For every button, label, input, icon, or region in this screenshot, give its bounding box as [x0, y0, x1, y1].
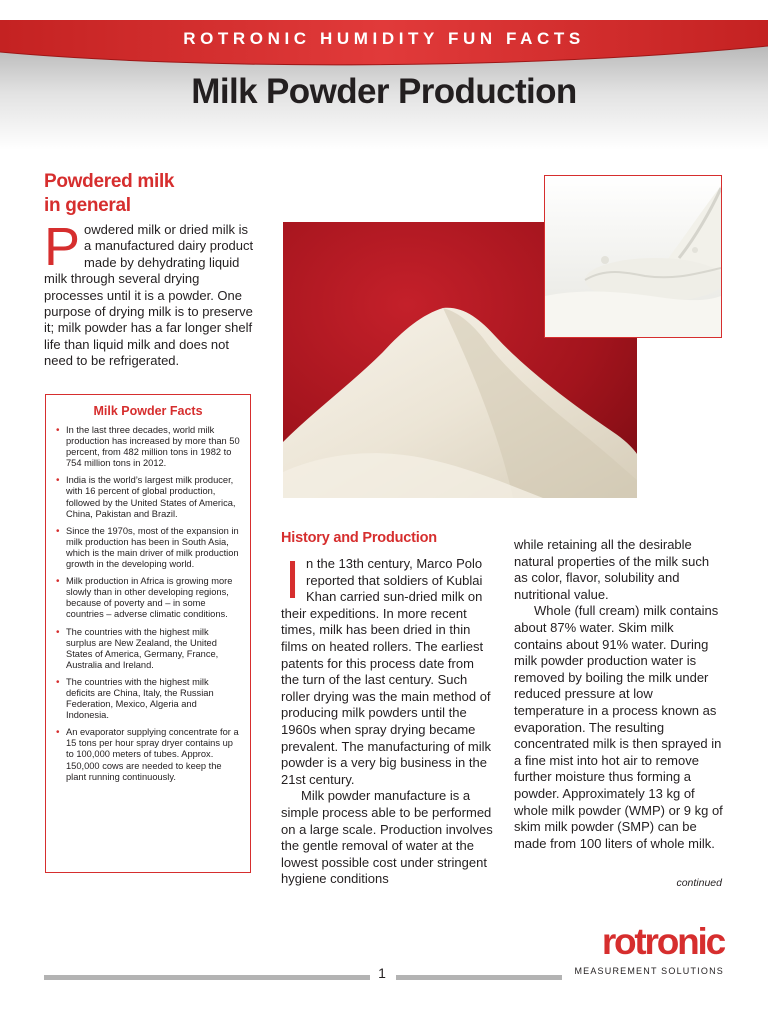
history-paragraph-2: Milk powder manufacture is a simple process able to be performed on a large scale. Production involves the gentle removal of water at the lowest possible cost under stringent hygiene conditions	[281, 788, 493, 887]
bullet-icon: •	[56, 475, 60, 487]
fact-item	[56, 425, 240, 469]
facts-list	[56, 425, 240, 783]
bullet-icon: •	[56, 727, 60, 739]
rotronic-logo	[574, 922, 724, 976]
history-paragraph-4: Whole (full cream) milk contains about 87% water. Skim milk contains about 91% water. During milk powder production water is removed by boiling the milk under reduced pressure at low temperature in a process known as evaporation. The resulting concentrated milk is then sprayed in a fine mist into hot air to remove further moisture thus forming a powder. Approximately 13 kg of whole milk powder (WMP) or 9 kg of skim milk powder (SMP) can be made from 100 liters of whole milk.	[514, 603, 723, 851]
bullet-icon: •	[56, 525, 60, 537]
history-para1-text: n the 13th century, Marco Polo reported that soldiers of Kublai Khan carried sun-dried milk on their expeditions. In more recent times, milk has been dried in thin films on heated rollers. The earliest patents for this process date from the turn of the last century. Such roller drying was the main method of producing milk powders until the 1960s when spray drying became prevalent. The manufacturing of milk powder is a very big business in the 21st century.	[281, 556, 492, 787]
continued-note: continued	[676, 877, 722, 889]
logo-subtitle: MEASUREMENT SOLUTIONS	[574, 966, 724, 976]
history-paragraph-3: while retaining all the desirable natural properties of the milk such as color, flavor, solubility and nutritional value.	[514, 537, 710, 602]
fact-item	[56, 727, 240, 782]
fact-text: The countries with the highest milk surplus are New Zealand, the United States of America, Germany, France, Australia and Ireland.	[66, 626, 219, 670]
intro-dropcap: P	[44, 217, 81, 277]
fact-item	[56, 475, 240, 519]
intro-heading	[44, 170, 174, 218]
fact-item	[56, 526, 240, 570]
fact-item	[56, 576, 240, 620]
logo-wordmark: rotronic	[601, 921, 724, 962]
fact-text: In the last three decades, world milk production has increased by more than 50 percent, from 482 million tons in 1982 to 754 million tons in 2012.	[66, 425, 240, 469]
history-dropcap: I	[285, 550, 301, 610]
fact-item	[56, 677, 240, 721]
bullet-icon: •	[56, 576, 60, 588]
intro-heading-line2: in general	[44, 195, 131, 216]
bullet-icon: •	[56, 626, 60, 638]
bullet-icon: •	[56, 425, 60, 436]
history-column-right	[514, 537, 724, 852]
fact-text: Since the 1970s, most of the expansion in milk production has been in South Asia, which is the main driver of milk production growth in the developing world.	[66, 525, 239, 570]
history-paragraph-1	[281, 550, 493, 788]
fact-text: Milk production in Africa is growing more slowly than in other developing regions, because of poverty and – in some countries – adverse climatic conditions.	[66, 576, 233, 620]
footer-rule-right	[396, 975, 562, 980]
history-column-left	[281, 550, 493, 888]
page-number: 1	[378, 965, 386, 981]
footer-rule-left	[44, 975, 370, 980]
facts-box	[45, 394, 251, 873]
milk-splash-illustration	[545, 176, 721, 337]
history-heading: History and Production	[281, 530, 437, 546]
intro-heading-line1: Powdered milk	[44, 171, 175, 192]
fact-text: The countries with the highest milk deficits are China, Italy, the Russian Federation, Mexico, Algeria and Indonesia.	[66, 676, 214, 721]
bullet-icon: •	[56, 676, 60, 688]
fact-item	[56, 627, 240, 671]
series-title: ROTRONIC HUMIDITY FUN FACTS	[183, 29, 585, 48]
facts-title: Milk Powder Facts	[93, 404, 203, 418]
milk-splash-photo	[544, 175, 722, 338]
fact-text: An evaporator supplying concentrate for a 15 tons per hour spray dryer contains up to 100,000 meters of tubes. Approx. 150,000 cows are needed to keep the plant running continuously.	[66, 727, 239, 782]
page-title: Milk Powder Production	[191, 72, 577, 111]
intro-paragraph	[44, 217, 254, 370]
fact-text: India is the world’s largest milk producer, with 16 percent of global production, followed by the United States of America, China, Pakistan and Brazil.	[66, 475, 236, 519]
intro-text: owdered milk or dried milk is a manufactured dairy product made by dehydrating liquid milk through several drying processes until it is a powder. One purpose of drying milk is to preserve it; milk powder has a far longer shelf life than liquid milk and does not need to be refrigerated.	[44, 222, 254, 369]
